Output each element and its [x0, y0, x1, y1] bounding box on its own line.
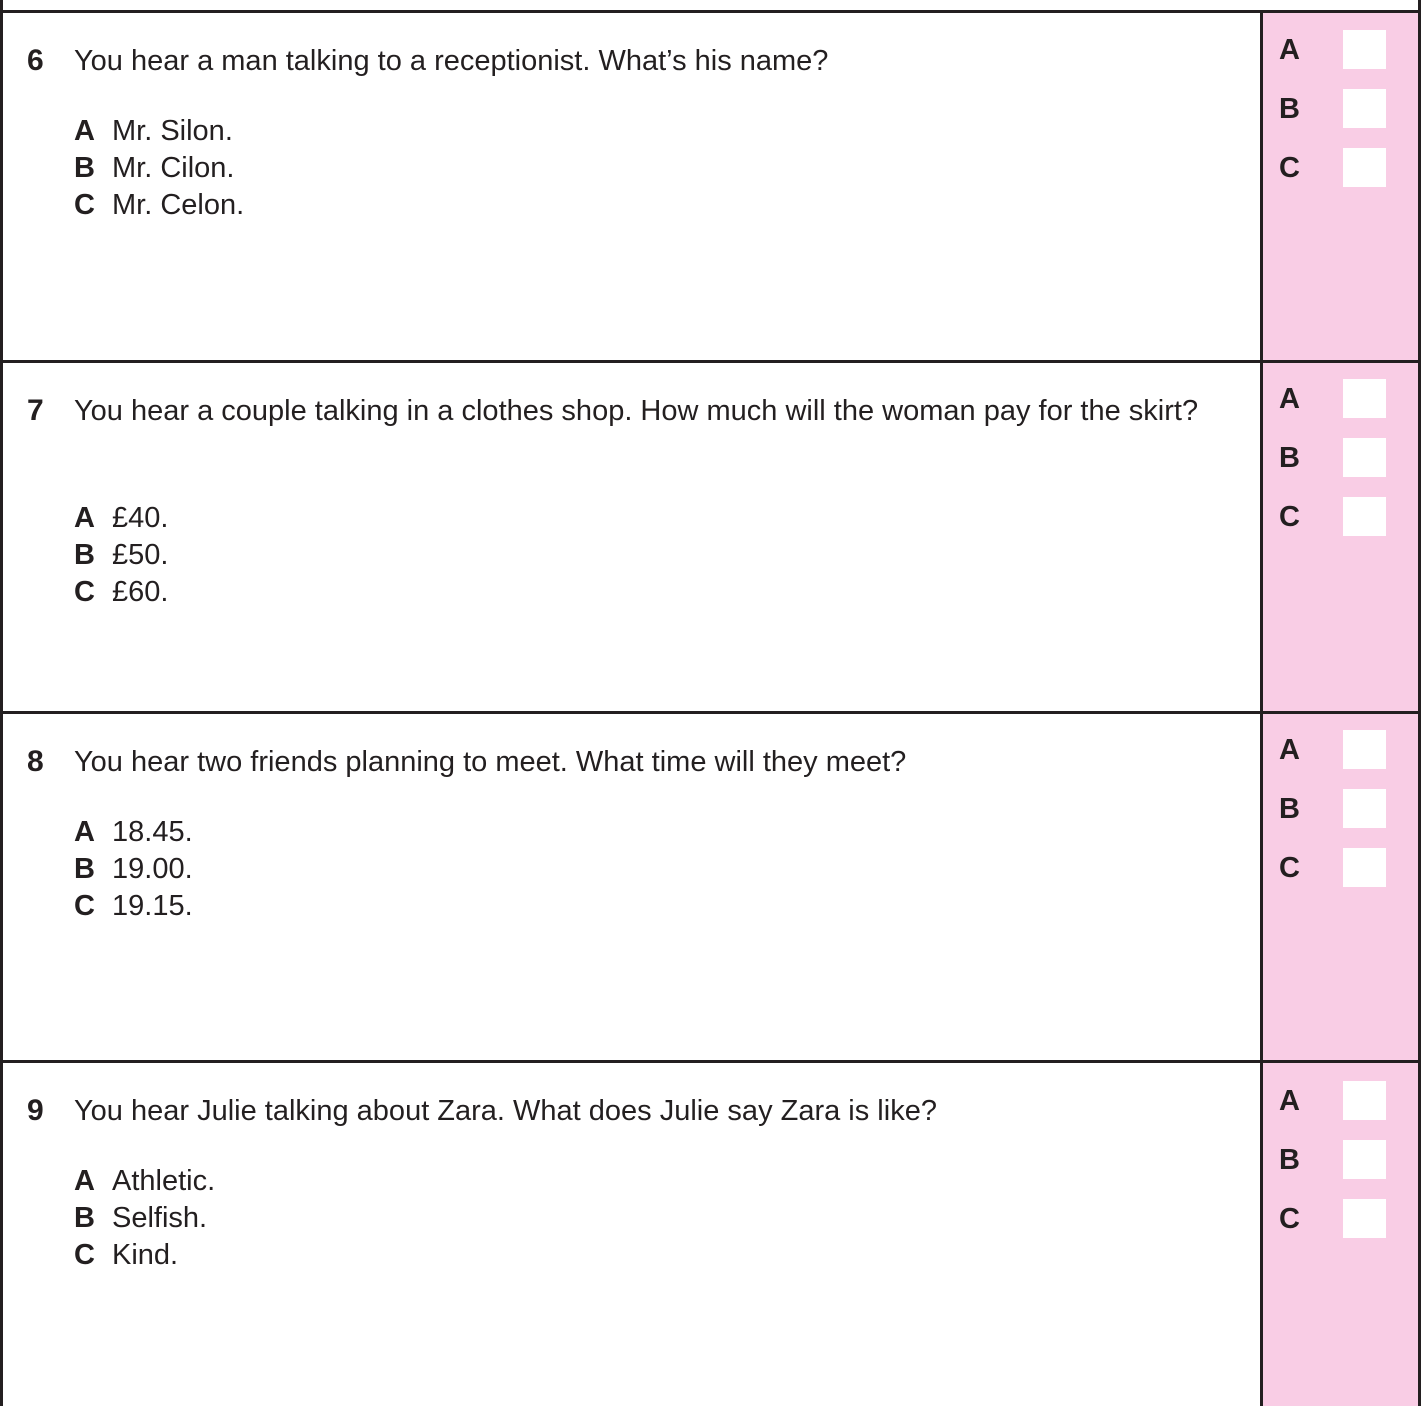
- question-8: [0, 711, 1421, 1062]
- answer-row-a: [1263, 379, 1418, 419]
- option-a: [74, 500, 168, 537]
- answer-box-a[interactable]: [1343, 730, 1386, 769]
- question-text: You hear a couple talking in a clothes shop. How much will the woman pay for the skirt?: [74, 395, 1199, 427]
- answer-letter: B: [1279, 793, 1300, 825]
- option-list: [74, 814, 193, 924]
- option-text: £50.: [112, 538, 169, 571]
- option-letter: B: [74, 538, 95, 571]
- question-number: 9: [27, 1094, 44, 1127]
- frame-left-border: [0, 0, 3, 1406]
- answer-box-c[interactable]: [1343, 848, 1386, 887]
- question-7: [0, 360, 1421, 712]
- answer-panel: [1263, 363, 1418, 712]
- answer-letter: A: [1279, 1085, 1300, 1117]
- answer-box-c[interactable]: [1343, 148, 1386, 187]
- option-letter: B: [74, 852, 95, 885]
- option-text: £40.: [112, 502, 169, 534]
- option-list: [74, 1163, 215, 1273]
- answer-panel: [1263, 714, 1418, 1062]
- answer-box-b[interactable]: [1343, 1140, 1386, 1179]
- answer-row-b: [1263, 1140, 1418, 1180]
- option-a: [74, 1163, 215, 1200]
- answer-letter: B: [1279, 442, 1300, 474]
- option-text: Mr. Cilon.: [112, 151, 235, 184]
- option-b: [74, 537, 168, 574]
- option-letter: C: [74, 188, 95, 221]
- option-b: [74, 851, 193, 888]
- answer-letter: A: [1279, 34, 1300, 66]
- answer-box-a[interactable]: [1343, 1081, 1386, 1120]
- option-text: Mr. Celon.: [112, 188, 245, 221]
- answer-row-a: [1263, 730, 1418, 770]
- option-c: [74, 888, 193, 925]
- answer-row-b: [1263, 438, 1418, 478]
- option-text: Mr. Silon.: [112, 115, 233, 147]
- option-letter: C: [74, 889, 95, 922]
- answer-box-a[interactable]: [1343, 379, 1386, 418]
- question-6: [0, 10, 1421, 361]
- option-c: [74, 574, 168, 611]
- answer-letter: B: [1279, 1144, 1300, 1176]
- option-letter: A: [74, 816, 95, 848]
- option-letter: C: [74, 1238, 95, 1271]
- option-list: [74, 500, 168, 610]
- answer-letter: A: [1279, 383, 1300, 415]
- answer-row-c: [1263, 497, 1418, 537]
- answer-box-b[interactable]: [1343, 789, 1386, 828]
- answer-box-b[interactable]: [1343, 438, 1386, 477]
- question-number: 8: [27, 745, 44, 778]
- option-b: [74, 150, 244, 187]
- answer-row-c: [1263, 148, 1418, 188]
- option-letter: C: [74, 575, 95, 608]
- answer-letter: C: [1279, 1203, 1300, 1235]
- answer-letter: C: [1279, 501, 1300, 533]
- answer-box-c[interactable]: [1343, 1199, 1386, 1238]
- option-text: Selfish.: [112, 1201, 208, 1234]
- option-b: [74, 1200, 215, 1237]
- answer-letter: C: [1279, 852, 1300, 884]
- question-number: 7: [27, 394, 44, 427]
- answer-letter: C: [1279, 152, 1300, 184]
- answer-panel: [1263, 13, 1418, 361]
- option-c: [74, 187, 244, 224]
- question-9: [0, 1060, 1421, 1406]
- option-a: [74, 113, 244, 150]
- answer-box-a[interactable]: [1343, 30, 1386, 69]
- option-letter: A: [74, 115, 95, 147]
- option-list: [74, 113, 244, 223]
- frame-right-border: [1418, 0, 1421, 1406]
- option-text: £60.: [112, 575, 169, 608]
- answer-row-b: [1263, 89, 1418, 129]
- option-text: Kind.: [112, 1238, 179, 1271]
- answer-panel: [1263, 1063, 1418, 1406]
- option-letter: A: [74, 1165, 95, 1197]
- answer-row-a: [1263, 30, 1418, 70]
- question-number: 6: [27, 44, 44, 77]
- option-letter: B: [74, 1201, 95, 1234]
- option-letter: B: [74, 151, 95, 184]
- option-text: 19.15.: [112, 889, 193, 922]
- answer-row-a: [1263, 1081, 1418, 1121]
- answer-row-c: [1263, 1199, 1418, 1239]
- option-text: 18.45.: [112, 816, 193, 848]
- option-letter: A: [74, 502, 95, 534]
- answer-letter: B: [1279, 93, 1300, 125]
- question-text: You hear Julie talking about Zara. What does Julie say Zara is like?: [74, 1095, 937, 1127]
- option-text: Athletic.: [112, 1165, 216, 1197]
- question-body: [3, 363, 1260, 712]
- question-body: [3, 13, 1260, 361]
- question-body: [3, 714, 1260, 1062]
- answer-letter: A: [1279, 734, 1300, 766]
- answer-box-c[interactable]: [1343, 497, 1386, 536]
- option-a: [74, 814, 193, 851]
- option-text: 19.00.: [112, 852, 193, 885]
- answer-row-b: [1263, 789, 1418, 829]
- option-c: [74, 1237, 215, 1274]
- question-body: [3, 1063, 1260, 1406]
- question-text: You hear a man talking to a receptionist. What’s his name?: [74, 45, 829, 77]
- answer-row-c: [1263, 848, 1418, 888]
- answer-box-b[interactable]: [1343, 89, 1386, 128]
- question-text: You hear two friends planning to meet. What time will they meet?: [74, 746, 907, 778]
